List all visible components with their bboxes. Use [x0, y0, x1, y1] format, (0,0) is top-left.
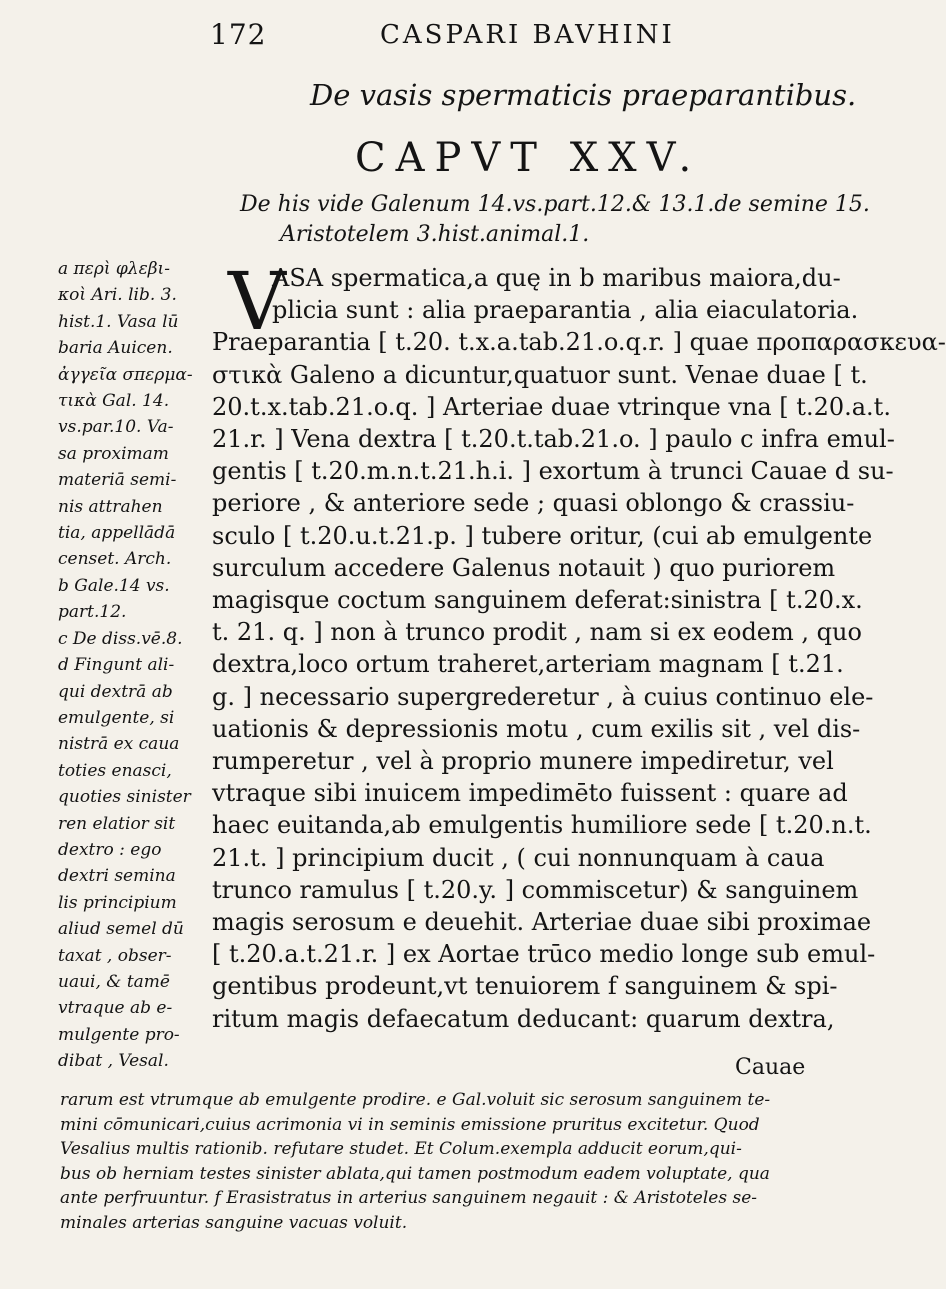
body-line: gentibus prodeunt,vt tenuiorem f sanguinem & spi-	[212, 972, 838, 1001]
body-line: surculum accedere Galenus notauit ) quo puriorem	[212, 553, 836, 582]
body-line: 20.t.x.tab.21.o.q. ] Arteriae duae vtrinque vna [ t.20.a.t.	[212, 392, 891, 421]
margin-notes	[58, 256, 208, 1075]
body-line: στικὰ Galeno a dicuntur,quatuor sunt. Venae duae [ t.	[212, 360, 868, 389]
epigraph-line: Aristotelem 3.hist.animal.1.	[280, 222, 590, 247]
footnote-line: mini cōmunicari,cuius acrimonia vi in seminis emissione pruritus excitetur. Quod	[60, 1114, 760, 1135]
body-line: [ t.20.a.t.21.r. ] ex Aortae trūco medio longe sub emul-	[212, 940, 876, 969]
body-line: vtraque sibi inuicem impedimēto fuissent : quare ad	[212, 779, 848, 808]
margin-note-line: dibat , Vesal.	[58, 1051, 169, 1072]
body-line: 21.r. ] Vena dextra [ t.20.t.tab.21.o. ] paulo c infra emul-	[212, 425, 895, 454]
body-line: ASA spermatica,a quę in b maribus maiora,du-	[272, 264, 841, 292]
body-line: 21.t. ] principium ducit , ( cui nonnunquam à caua	[212, 843, 825, 872]
margin-note-line: κοὶ Ari. lib. 3.	[58, 285, 177, 306]
body-text	[212, 255, 946, 1035]
footnotes	[60, 1088, 790, 1235]
chapter-heading: CAPVT XXV.	[355, 135, 702, 181]
body-line: haec euitanda,ab emulgentis humiliore sede [ t.20.n.t.	[212, 811, 872, 840]
margin-note-line: vtraque ab e-	[58, 998, 173, 1019]
catchword: Cauae	[735, 1055, 806, 1080]
margin-note-line: qui dextrā ab	[58, 681, 173, 702]
body-line: sculo [ t.20.u.t.21.p. ] tubere oritur, (cui ab emulgente	[212, 521, 873, 550]
footnote-line: bus ob herniam testes sinister ablata,qui tamen postmodum eadem voluptate, qua	[60, 1163, 770, 1184]
footnote-line: Vesalius multis rationib. refutare studet. Et Colum.exempla adducit eorum,qui-	[60, 1139, 742, 1159]
footnote-line: ante perfruuntur. f Erasistratus in arterius sanguinem negauit : & Aristoteles se-	[60, 1188, 757, 1208]
margin-note-line: hist.1. Vasa lū	[58, 311, 179, 332]
margin-note-line: dextro : ego	[58, 839, 162, 860]
margin-note-line: part.12.	[58, 602, 127, 623]
margin-note-line: taxat , obser-	[58, 945, 172, 966]
body-line: magisque coctum sanguinem deferat:sinistra [ t.20.x.	[212, 586, 863, 615]
body-line: trunco ramulus [ t.20.y. ] commiscetur) & sanguinem	[212, 875, 859, 904]
margin-note-line: dextri semina	[58, 866, 176, 887]
running-head: CASPARI BAVHINI	[380, 20, 675, 50]
footnote-line: rarum est vtrumque ab emulgente prodire. e Gal.voluit sic serosum sanguinem te-	[60, 1090, 771, 1110]
margin-note-line: lis principium	[58, 892, 177, 913]
body-line: t. 21. q. ] non à trunco prodit , nam si ex eodem , quo	[212, 618, 862, 647]
body-line: dextra,loco ortum traheret,arteriam magnam [ t.21.	[212, 650, 844, 679]
margin-note-line: ren elatior sit	[58, 813, 176, 834]
body-line: plicia sunt : alia praeparantia , alia eiaculatoria.	[272, 296, 859, 325]
margin-note-line: nis attrahen	[58, 496, 163, 517]
footnote-line: minales arterias sanguine vacuas voluit.	[60, 1212, 408, 1233]
body-line: rumperetur , vel à proprio munere impediretur, vel	[212, 747, 834, 776]
margin-note-line: c De diss.vē.8.	[58, 628, 183, 649]
margin-note-line: nistrā ex caua	[58, 734, 180, 755]
margin-note-line: quoties sinister	[58, 787, 191, 808]
margin-note-line: censet. Arch.	[58, 549, 172, 570]
body-line: magis serosum e deuehit. Arteriae duae sibi proximae	[212, 908, 872, 937]
margin-note-line: d Fingunt ali-	[58, 655, 175, 676]
epigraph-line: De his vide Galenum 14.vs.part.12.& 13.1.de semine 15.	[240, 192, 870, 217]
margin-note-line: sa proximam	[58, 443, 169, 464]
margin-note-line: ἀγγεῖα σπερμα-	[58, 364, 193, 385]
page-number: 172	[210, 18, 267, 51]
epigraph	[240, 190, 870, 250]
body-line: ritum magis defaecatum deducant: quarum dextra,	[212, 1004, 835, 1033]
margin-note-line: materiā semi-	[58, 470, 177, 491]
section-title: De vasis spermaticis praeparantibus.	[310, 78, 857, 112]
body-line: uationis & depressionis motu , cum exilis sit , vel dis-	[212, 714, 861, 743]
margin-note-line: a περὶ φλεβι-	[58, 259, 170, 279]
margin-note-line: toties enasci,	[58, 760, 172, 781]
margin-note-line: vs.par.10. Va-	[58, 417, 174, 438]
margin-note-line: tia, appellādā	[58, 523, 176, 544]
margin-note-line: mulgente pro-	[58, 1024, 180, 1045]
page-header	[200, 18, 780, 58]
margin-note-line: b Gale.14 vs.	[58, 575, 170, 596]
margin-note-line: emulgente, si	[58, 707, 175, 728]
body-line: g. ] necessario supergrederetur , à cuius continuo ele-	[212, 682, 874, 711]
margin-note-line: uaui, & tamē	[58, 971, 170, 992]
margin-note-line: aliud semel dū	[58, 919, 184, 940]
margin-note-line: baria Auicen.	[58, 338, 173, 359]
body-line: periore , & anteriore sede ; quasi oblongo & crassiu-	[212, 489, 855, 518]
body-line: Praeparantia [ t.20. t.x.a.tab.21.o.q.r. ] quae προπαρασκευα-	[212, 328, 946, 357]
margin-note-line: τικὰ Gal. 14.	[58, 391, 170, 412]
body-line: gentis [ t.20.m.n.t.21.h.i. ] exortum à trunci Cauae d su-	[212, 457, 894, 486]
drop-cap: V	[228, 255, 286, 348]
